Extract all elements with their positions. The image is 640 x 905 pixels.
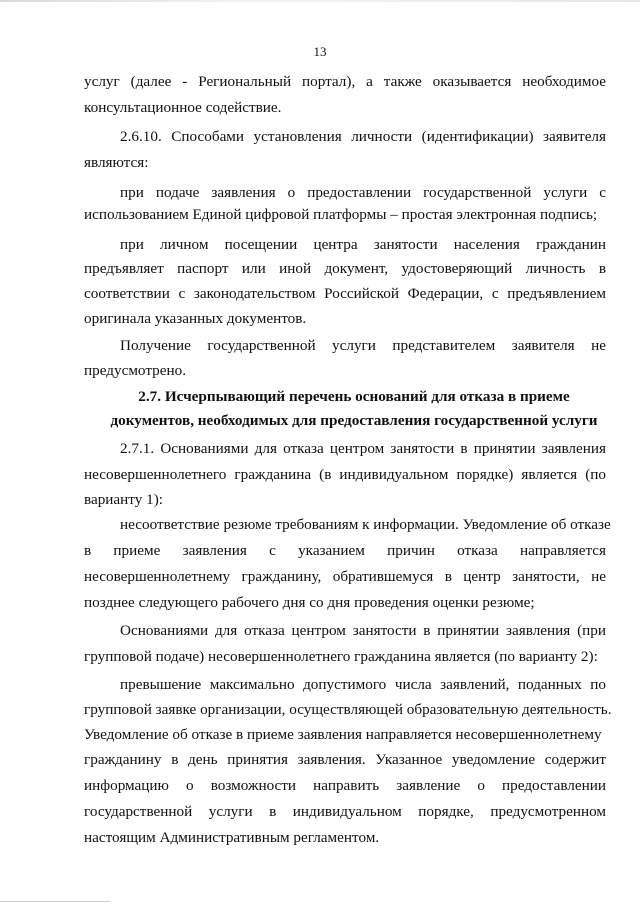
text-line: гражданину в день принятия заявления. Указанное уведомление содержит <box>84 751 606 768</box>
text-line: 2.6.10. Способами установления личности (идентификации) заявителя <box>120 128 606 145</box>
text-line: Уведомление об отказе в приеме заявления направляется несовершеннолетнему <box>84 726 602 743</box>
text-line: при подаче заявления о предоставлении государственной услуги с <box>120 184 606 201</box>
text-line: услуг (далее - Региональный портал), а также оказывается необходимое <box>84 73 606 90</box>
text-line: групповой подаче) несовершеннолетнего гражданина является (по варианту 2): <box>84 648 598 665</box>
text-line: позднее следующего рабочего дня со дня проведения оценки резюме; <box>84 594 535 611</box>
text-line: превышение максимально допустимого числа заявлений, поданных по <box>120 676 606 693</box>
scan-edge-bottom <box>0 901 110 902</box>
scan-edge-top <box>0 0 640 2</box>
text-line: несовершеннолетнего гражданина (в индивидуальном порядке) является (по <box>84 466 606 483</box>
text-line: предъявляет паспорт или иной документ, удостоверяющий личность в <box>84 260 606 277</box>
text-line: настоящим Административным регламентом. <box>84 829 380 846</box>
text-line: несоответствие резюме требованиям к информации. Уведомление об отказе <box>120 516 611 533</box>
text-line: варианту 1): <box>84 491 163 508</box>
text-line: соответствии с законодательством Российской Федерации, с предъявлением <box>84 285 606 302</box>
text-line: при личном посещении центра занятости населения гражданин <box>120 236 606 253</box>
text-line: Получение государственной услуги представителем заявителя не <box>120 337 606 354</box>
text-line: Основаниями для отказа центром занятости в принятии заявления (при <box>120 622 606 639</box>
text-line: консультационное содействие. <box>84 99 282 116</box>
text-line: групповой заявке организации, осуществляющей образовательную деятельность. <box>84 701 612 718</box>
text-line: предусмотрено. <box>84 362 187 379</box>
page-number: 13 <box>313 44 327 59</box>
text-line: являются: <box>84 154 149 171</box>
text-line: в приеме заявления с указанием причин отказа направляется <box>84 542 606 559</box>
text-line: государственной услуги в индивидуальном порядке, предусмотренном <box>84 803 606 820</box>
text-line: оригинала указанных документов. <box>84 310 307 327</box>
section-heading-line: 2.7. Исчерпывающий перечень оснований для отказа в приеме <box>138 388 570 405</box>
section-heading-line: документов, необходимых для предоставления государственной услуги <box>110 412 598 429</box>
text-line: несовершеннолетнему гражданину, обратившемуся в центр занятости, не <box>84 568 606 585</box>
text-line: 2.7.1. Основаниями для отказа центром занятости в принятии заявления <box>120 440 606 457</box>
text-line: использованием Единой цифровой платформы – простая электронная подпись; <box>84 206 598 223</box>
text-line: информацию о возможности направить заявление о предоставлении <box>84 777 606 794</box>
